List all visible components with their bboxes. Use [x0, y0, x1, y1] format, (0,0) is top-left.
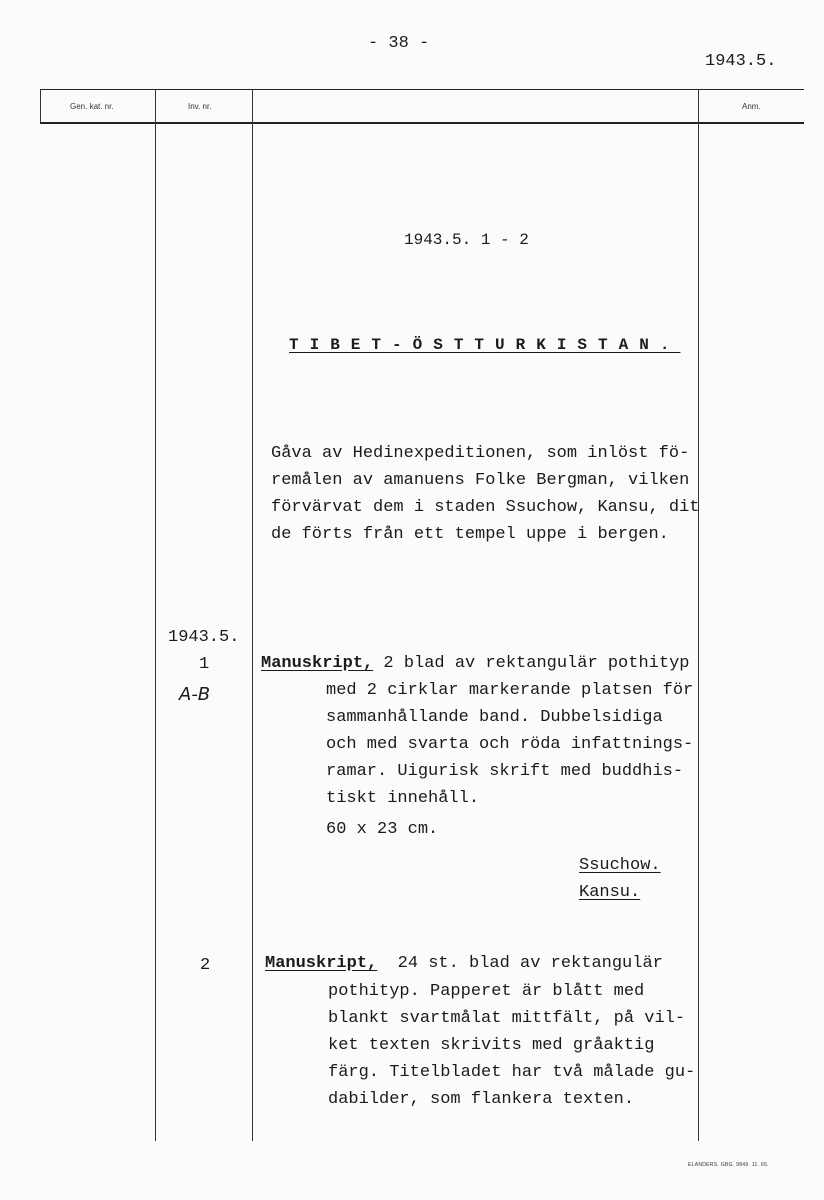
- entry-1-handwritten-note: A-B: [179, 684, 211, 705]
- entry-1-dimensions: 60 x 23 cm.: [326, 820, 439, 839]
- entry-1-first-line: [261, 654, 689, 673]
- column-rule-left: [40, 89, 41, 123]
- entry-2-type-label: Manuskript,: [265, 954, 378, 973]
- column-rule-inv: [252, 89, 253, 1141]
- entry-2-first-line-text: 24 st. blad av rektangulär: [377, 954, 663, 973]
- entry-2-first-line: [265, 954, 663, 973]
- entry-1-place-province: Kansu.: [579, 883, 641, 902]
- entry-1-line: sammanhållande band. Dubbelsidiga: [326, 708, 663, 727]
- entry-1-line: och med svarta och röda infattnings-: [326, 735, 694, 754]
- entry-1-place-city: Ssuchow.: [579, 856, 661, 875]
- column-rule-gen: [155, 89, 156, 1141]
- entry-1-line: med 2 cirklar markerande platsen för: [326, 681, 694, 700]
- entry-2-line: pothityp. Papperet är blått med: [328, 982, 645, 1001]
- entry-1-inv-number: 1: [199, 655, 210, 674]
- entry-1-description: [326, 677, 693, 812]
- entry-2-line: dabilder, som flankera texten.: [328, 1090, 635, 1109]
- entry-2-description: [328, 978, 695, 1113]
- column-rule-anm: [698, 89, 699, 1141]
- entry-2-inv-number: 2: [200, 956, 211, 975]
- entry-2-line: blankt svartmålat mittfält, på vil-: [328, 1009, 686, 1028]
- column-header-anm: Anm.: [742, 102, 761, 111]
- entry-1-type-label: Manuskript,: [261, 654, 374, 673]
- description-line: förvärvat dem i staden Ssuchow, Kansu, dit: [271, 498, 700, 517]
- printer-mark: ELANDERS. GBG. 9849. 11. 65.: [688, 1162, 769, 1168]
- description-line: Gåva av Hedinexpeditionen, som inlöst fö-: [271, 444, 690, 463]
- entry-1-first-line-text: 2 blad av rektangulär pothityp: [373, 654, 690, 673]
- top-right-reference: 1943.5.: [705, 52, 777, 71]
- collection-description: [271, 440, 699, 548]
- column-header-gen-kat-nr: Gen. kat. nr.: [70, 102, 114, 111]
- entry-1-line: ramar. Uigurisk skrift med buddhis-: [326, 762, 684, 781]
- entry-2-line: ket texten skrivits med gråaktig: [328, 1036, 655, 1055]
- column-header-inv-nr: Inv. nr.: [188, 102, 212, 111]
- entry-1-inv-prefix: 1943.5.: [168, 628, 240, 647]
- entry-1-line: tiskt innehåll.: [326, 789, 480, 808]
- entry-2-line: färg. Titelbladet har två målade gu-: [328, 1063, 696, 1082]
- collection-range: 1943.5. 1 - 2: [404, 231, 529, 249]
- page-number: - 38 -: [368, 34, 430, 53]
- description-line: remålen av amanuens Folke Bergman, vilken: [271, 471, 690, 490]
- collection-title: TIBET-ÖSTTURKISTAN.: [289, 336, 681, 354]
- description-line: de förts från ett tempel uppe i bergen.: [271, 525, 669, 544]
